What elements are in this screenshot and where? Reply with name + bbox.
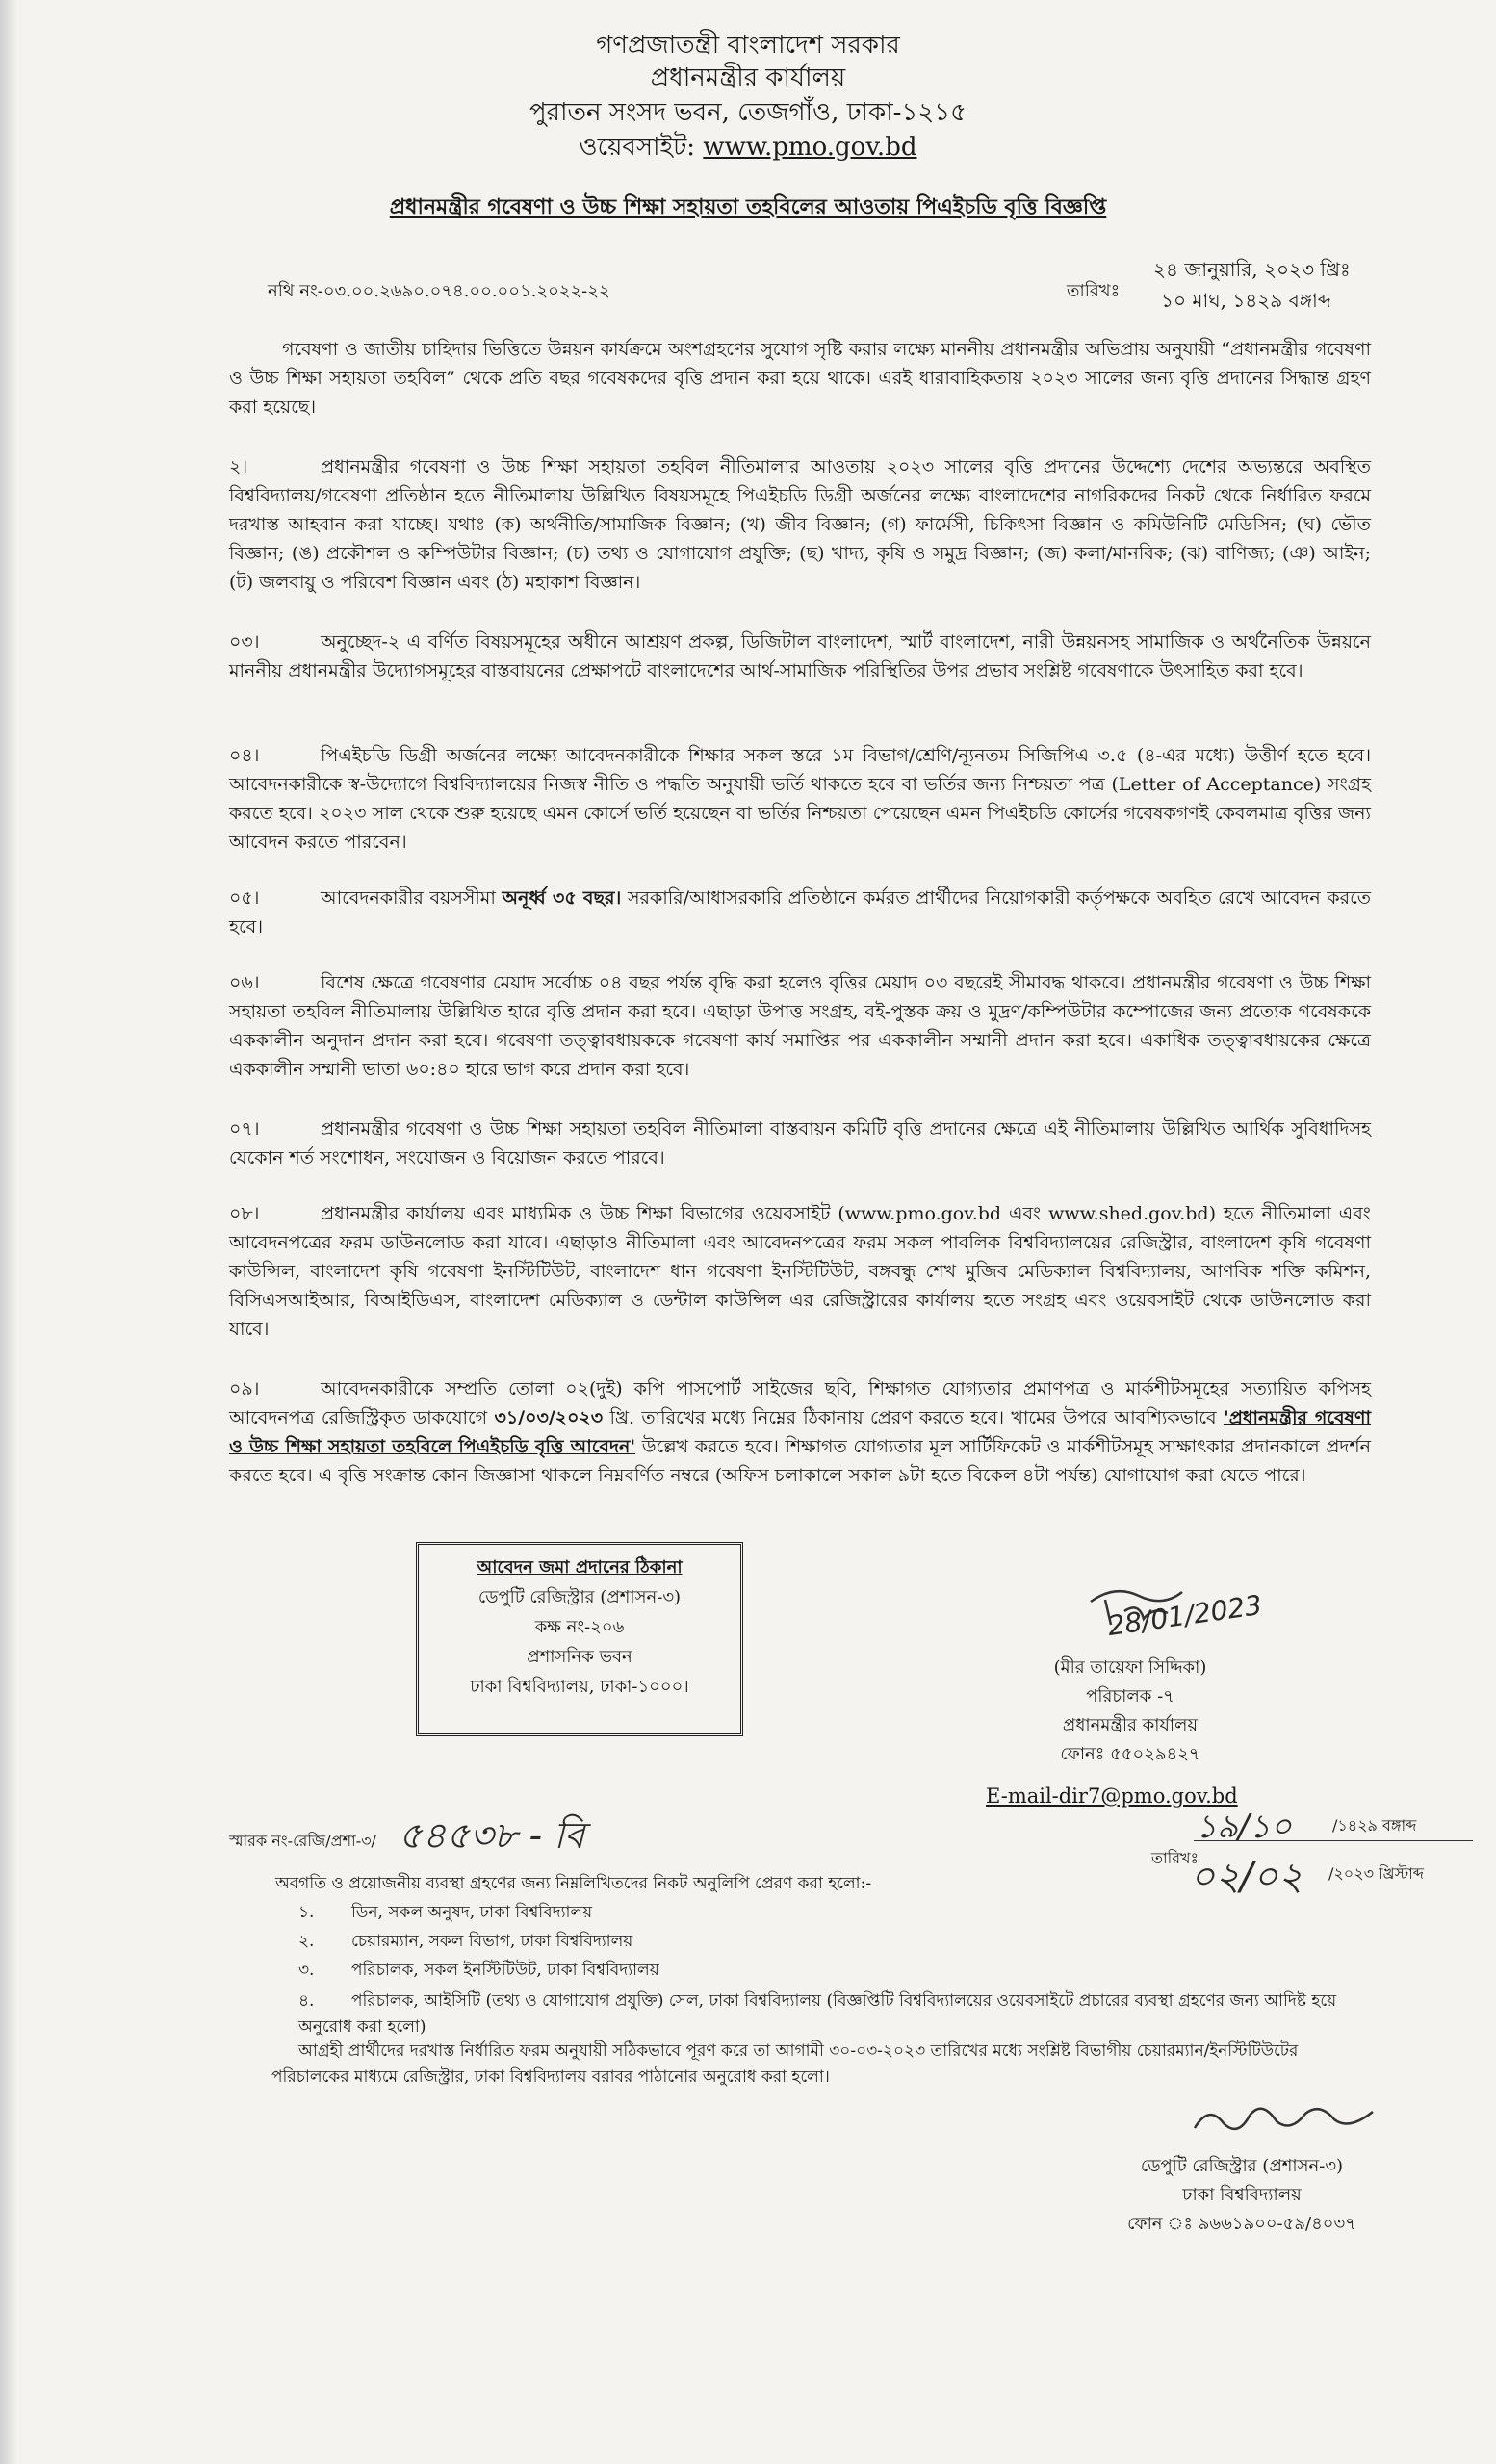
signatory-office: প্রধানমন্ত্রীর কার্যালয় [1062, 1715, 1199, 1735]
address-line: ঢাকা বিশ্ববিদ্যালয়, ঢাকা-১০০০। [470, 1677, 689, 1697]
memo-date-1-suffix: /১৪২৯ বঙ্গাব্দ [1332, 1816, 1417, 1835]
signatory-designation: পরিচালক -৭ [1086, 1686, 1174, 1707]
paragraph-text: প্রধানমন্ত্রীর কার্যালয় এবং মাধ্যমিক ও উচ্চ শিক্ষা বিভাগের ওয়েবসাইট (www.pmo.gov.bd এবং www.shed.gov.bd) হতে নীতিমালা এবং আবেদনপত্রের ফরম ডাউনলোড করা যাবে। এছাড়াও নীতিমালা এবং আবেদনপত্রের ফরম সকল পাবলিক বিশ্ববিদ্যালয়ের রেজিস্ট্রার, বাংলাদেশ কৃষি গবেষণা কাউন্সিল, বাংলাদেশ কৃষি গবেষণা ইনস্টিটিউট, বাংলাদেশ ধান গবেষণা ইনস্টিটিউট, বঙ্গবন্ধু শেখ মুজিব মেডিক্যাল বিশ্ববিদ্যালয়, আণবিক শক্তি কমিশন, বিসিএসআইআর, বিআইডিএস, বাংলাদেশ মেডিক্যাল ও ডেন্টাল কাউন্সিল এর রেজিস্ট্রারের কার্যালয় হতে সংগ্রহ এবং ওয়েবসাইট থেকে ডাউনলোড করা যাবে। [229, 1203, 1371, 1340]
scan-edge [0, 0, 17, 2464]
cc-number: ৩. [298, 1961, 315, 1980]
address-line: কক্ষ নং-২০৬ [534, 1617, 625, 1637]
paragraph-number: ০৬। [229, 972, 260, 993]
cc-text: পরিচালক, আইসিটি (তথ্য ও যোগাযোগ প্রযুক্তি) সেল, ঢাকা বিশ্ববিদ্যালয় (বিজ্ঞপ্তিটি বিশ্ববিদ্যালয়ের ওয়েবসাইটে প্রচারের ব্যবস্থা গ্রহণের জন্য আদিষ্ট হয়ে অনুরোধ করা হলো) [298, 1991, 1337, 2037]
paragraph-text: উল্লেখ করতে হবে। শিক্ষাগত যোগ্যতার মূল সার্টিফিকেট ও মার্কশীটসমূহ সাক্ষাৎকার প্রদানকালে প্রদর্শন করতে হবে। এ বৃত্তি সংক্রান্ত কোন জিজ্ঞাসা থাকলে নিম্নবর্ণিত নম্বরে (অফিস চলাকালে সকাল ৯টা হতে বিকেল ৪টা পর্যন্ত) যোগাযোগ করা যেতে পারে। [229, 1436, 1371, 1486]
cc-text: পরিচালক, সকল ইনস্টিটিউট, ঢাকা বিশ্ববিদ্যালয় [351, 1961, 659, 1980]
signatory-email[interactable]: E-mail-dir7@pmo.gov.bd [986, 1784, 1238, 1808]
paragraph-text: প্রধানমন্ত্রীর গবেষণা ও উচ্চ শিক্ষা সহায়তা তহবিল নীতিমালার আওতায় ২০২৩ সালের বৃত্তি প্রদানের উদ্দেশ্যে দেশের অভ্যন্তরে অবস্থিত বিশ্ববিদ্যালয়/গবেষণা প্রতিষ্ঠান হতে নীতিমালায় উল্লিখিত বিষয়সমূহে পিএইচডি ডিগ্রী অর্জনের লক্ষ্যে বাংলাদেশের নাগরিকদের নিকট থেকে নির্ধারিত ফরমে দরখাস্ত আহবান করা যাচ্ছে। যথাঃ (ক) অর্থনীতি/সামাজিক বিজ্ঞান; (খ) জীব বিজ্ঞান; (গ) ফার্মেসী, চিকিৎসা বিজ্ঞান ও কমিউনিটি মেডিসিন; (ঘ) ভৌত বিজ্ঞান; (ঙ) প্রকৌশল ও কম্পিউটার বিজ্ঞান; (চ) তথ্য ও যোগাযোগ প্রযুক্তি; (ছ) খাদ্য, কৃষি ও সমুদ্র বিজ্ঞান; (জ) কলা/মানবিক; (ঝ) বাণিজ্য; (ঞ) আইন; (ট) জলবায়ু ও পরিবেশ বিজ্ঞান এবং (ঠ) মহাকাশ বিজ্ঞান। [229, 456, 1371, 593]
cc-text: চেয়ারম্যান, সকল বিভাগ, ঢাকা বিশ্ববিদ্যালয় [351, 1932, 633, 1951]
deadline-date: ৩১/০৩/২০২৩ [494, 1407, 604, 1428]
deputy-block [1088, 2152, 1396, 2239]
cc-item [298, 1929, 1377, 1955]
handwritten-date: 28/01/2023 [1105, 1588, 1264, 1643]
paragraph-text: সরকারি/আধাসরকারি প্রতিষ্ঠানে কর্মরত প্রার্থীদের নিয়োগকারী কর্তৃপক্ষকে অবহিত রেখে আবেদন করতে হবে। [229, 887, 1371, 937]
age-limit: অনূর্ধ্ব ৩৫ বছর। [502, 887, 622, 909]
address-line: প্রশাসনিক ভবন [527, 1647, 632, 1667]
deputy-title: ডেপুটি রেজিস্ট্রার (প্রশাসন-৩) [1140, 2156, 1344, 2176]
paragraph-7 [229, 1115, 1371, 1172]
paragraph-5 [229, 884, 1371, 941]
paragraph-text: পিএইচডি ডিগ্রী অর্জনের লক্ষ্যে আবেদনকারীকে শিক্ষার সকল স্তরে ১ম বিভাগ/শ্রেণি/ন্যূনতম সিজিপিএ ৩.৫ (৪-এর মধ্যে) উত্তীর্ণ হতে হবে। আবেদনকারীকে স্ব-উদ্যোগে বিশ্ববিদ্যালয়ের নিজস্ব নীতি ও পদ্ধতি অনুযায়ী ভর্তি থাকতে হবে বা ভর্তির জন্য নিশ্চয়তা পত্র (Letter of Acceptance) সংগ্রহ করতে হবে। ২০২৩ সাল থেকে শুরু হয়েছে এমন কোর্সে ভর্তি হয়েছেন বা ভর্তির নিশ্চয়তা পেয়েছেন এমন পিএইচডি কোর্সের গবেষকগণই কেবলমাত্র বৃত্তির জন্য আবেদন করতে পারবেন। [229, 745, 1371, 853]
paragraph-text: খ্রি. তারিখের মধ্যে নিম্নের ঠিকানায় প্রেরণ করতে হবে। খামের উপরে আবশ্যিকভাবে [609, 1407, 1217, 1428]
paragraph-text: আবেদনকারীর বয়সসীমা [321, 887, 496, 909]
cc-item [298, 1900, 1377, 1926]
closing-note: আগ্রহী প্রার্থীদের দরখাস্ত নির্ধারিত ফরম অনুযায়ী সঠিকভাবে পূরণ করে তা আগামী ৩০-০৩-২০২৩ তারিখের মধ্যে সংশ্লিষ্ট বিভাগীয় চেয়ারম্যান/ইনস্টিটিউটের পরিচালকের মাধ্যমে রেজিস্ট্রার, ঢাকা বিশ্ববিদ্যালয় বরাবর পাঠানোর অনুরোধ করা হলো। [271, 2041, 1299, 2087]
submission-address-box [416, 1542, 743, 1736]
notice-title: প্রধানমন্ত্রীর গবেষণা ও উচ্চ শিক্ষা সহায়তা তহবিলের আওতায় পিএইচডি বৃত্তি বিজ্ঞপ্তি [389, 194, 1107, 219]
paragraph-9 [229, 1374, 1371, 1490]
date-gregorian: ২৪ জানুয়ারি, ২০২৩ খ্রিঃ [1153, 258, 1351, 281]
gov-name: গণপ্রজাতন্ত্রী বাংলাদেশ সরকার [596, 31, 900, 60]
paragraph-text: বিশেষ ক্ষেত্রে গবেষণার মেয়াদ সর্বোচ্চ ০৪ বছর পর্যন্ত বৃদ্ধি করা হলেও বৃত্তির মেয়াদ ০৩ বছরেই সীমাবদ্ধ থাকবে। প্রধানমন্ত্রীর গবেষণা ও উচ্চ শিক্ষা সহায়তা তহবিল নীতিমালায় উল্লিখিত হারে বৃত্তি প্রদান করা হবে। এছাড়া উপাত্ত সংগ্রহ, বই-পুস্তক ক্রয় ও মুদ্রণ/কম্পিউটার কম্পোজের জন্য প্রত্যেক গবেষককে এককালীন অনুদান প্রদান করা হবে। গবেষণা তত্ত্বাবধায়ককে গবেষণা কার্য সমাপ্তির পর এককালীন সম্মানী প্রদান করা হবে। একাধিক তত্ত্বাবধায়কের ক্ষেত্রে এককালীন সম্মানী ভাতা ৬০:৪০ হারে ভাগ করে প্রদান করা হবে। [229, 972, 1371, 1080]
date-bangla: ১০ মাঘ, ১৪২৯ বঙ্গাব্দ [1161, 289, 1331, 312]
paragraph-number: ০৪। [229, 745, 260, 766]
paragraph-8 [229, 1199, 1371, 1344]
website-link[interactable]: www.pmo.gov.bd [703, 133, 917, 162]
cc-item [298, 1958, 1377, 1984]
office-address: পুরাতন সংসদ ভবন, তেজগাঁও, ঢাকা-১২১৫ [529, 98, 967, 127]
paragraph-4 [229, 741, 1371, 857]
paragraph-3 [229, 628, 1371, 685]
cc-number: ১. [298, 1903, 315, 1922]
envelope-label: 'প্রধানমন্ত্রীর গবেষণা ও উচ্চ শিক্ষা সহায়তা তহবিলে পিএইচডি বৃত্তি আবেদন' [229, 1407, 1372, 1457]
paragraph-number: ০৯। [229, 1378, 260, 1399]
memo-handwritten-number: ৫৪৫৩৮ - বি [399, 1814, 585, 1857]
cc-item [298, 1989, 1377, 2040]
memo-intro: অবগতি ও প্রয়োজনীয় ব্যবস্থা গ্রহণের জন্য নিম্নলিখিতদের নিকট অনুলিপি প্রেরণ করা হলো:- [275, 1874, 872, 1893]
address-line: ডেপুটি রেজিস্ট্রার (প্রশাসন-৩) [477, 1587, 682, 1607]
deputy-phone: ফোন ঃ ৯৬৬১৯০০-৫৯/৪০৩৭ [1127, 2214, 1356, 2234]
memo-label: স্মারক নং-রেজি/প্রশা-৩/ [229, 1832, 376, 1850]
paragraph-number: ০৭। [229, 1118, 260, 1140]
deputy-signature [1190, 2094, 1382, 2152]
paragraph-number: ০৮। [229, 1203, 260, 1224]
paragraph-number: ২। [229, 456, 248, 477]
cc-number: ৪. [298, 1991, 315, 2011]
office-name: প্রধানমন্ত্রীর কার্যালয় [650, 64, 846, 92]
memo-date-label: তারিখঃ [1151, 1849, 1199, 1867]
cc-text: ডিন, সকল অনুষদ, ঢাকা বিশ্ববিদ্যালয় [351, 1903, 593, 1922]
signatory-name: (মীর তায়েফা সিদ্দিকা) [1053, 1657, 1207, 1678]
paragraph-text: আবেদনকারীকে সম্প্রতি তোলা ০২(দুই) কপি পাসপোর্ট সাইজের ছবি, শিক্ষাগত যোগ্যতার প্রমাণপত্র ও মার্কশীটসমূহের সত্যায়িত কপিসহ আবেদনপত্র রেজিস্ট্রিকৃত ডাকযোগে [229, 1378, 1371, 1428]
website-line [0, 131, 1496, 164]
memo-handwritten-date-1: ১৯/১০ [1196, 1808, 1292, 1846]
paragraph-6 [229, 968, 1371, 1084]
memo-date-2-suffix: /২০২৩ খ্রিস্টাব্দ [1328, 1864, 1424, 1883]
paragraph-2 [229, 452, 1371, 597]
paragraph-text: প্রধানমন্ত্রীর গবেষণা ও উচ্চ শিক্ষা সহায়তা তহবিল নীতিমালা বাস্তবায়ন কমিটি বৃত্তি প্রদানের ক্ষেত্রে এই নীতিমালায় উল্লিখিত আর্থিক সুবিধাদিসহ যেকোন শর্ত সংশোধন, সংযোজন ও বিয়োজন করতে পারবে। [229, 1118, 1371, 1168]
signatory-phone: ফোনঃ ৫৫০২৯৪২৭ [1060, 1744, 1200, 1764]
deputy-org: ঢাকা বিশ্ববিদ্যালয় [1182, 2185, 1302, 2205]
paragraph-number: ০৩। [229, 631, 260, 653]
date-divider [1194, 1840, 1473, 1841]
website-label: ওয়েবসাইট: [579, 133, 696, 162]
nothi-number: নথি নং-০৩.০০.২৬৯০.০৭৪.০০.০০১.২০২২-২২ [268, 281, 610, 301]
address-box-title: আবেদন জমা প্রদানের ঠিকানা [477, 1557, 683, 1578]
signatory-block [986, 1654, 1275, 1769]
paragraph-text: অনুচ্ছেদ-২ এ বর্ণিত বিষয়সমূহের অধীনে আশ্রয়ণ প্রকল্প, ডিজিটাল বাংলাদেশ, স্মার্ট বাংলাদেশ, নারী উন্নয়নসহ সামাজিক ও অর্থনৈতিক উন্নয়নে মাননীয় প্রধানমন্ত্রীর উদ্যোগসমূহের বাস্তবায়নের প্রেক্ষাপটে বাংলাদেশের আর্থ-সামাজিক পরিস্থিতির উপর প্রভাব সংশ্লিষ্ট গবেষণাকে উৎসাহিত করা হবে। [229, 631, 1371, 681]
paragraph-1: গবেষণা ও জাতীয় চাহিদার ভিত্তিতে উন্নয়ন কার্যক্রমে অংশগ্রহণের সুযোগ সৃষ্টি করার লক্ষ্যে মাননীয় প্রধানমন্ত্রীর অভিপ্রায় অনুযায়ী “প্রধানমন্ত্রীর গবেষণা ও উচ্চ শিক্ষা সহায়তা তহবিল” থেকে প্রতি বছর গবেষকদের বৃত্তি প্রদান করা হয়ে থাকে। এরই ধারাবাহিকতায় ২০২৩ সালের জন্য বৃত্তি প্রদানের সিদ্ধান্ত গ্রহণ করা হয়েছে। [229, 339, 1371, 418]
paragraph-number: ০৫। [229, 887, 260, 909]
date-label: তারিখঃ [1067, 281, 1121, 301]
cc-number: ২. [298, 1932, 315, 1951]
memo-handwritten-date-2: ০২/০২ [1190, 1855, 1303, 1899]
